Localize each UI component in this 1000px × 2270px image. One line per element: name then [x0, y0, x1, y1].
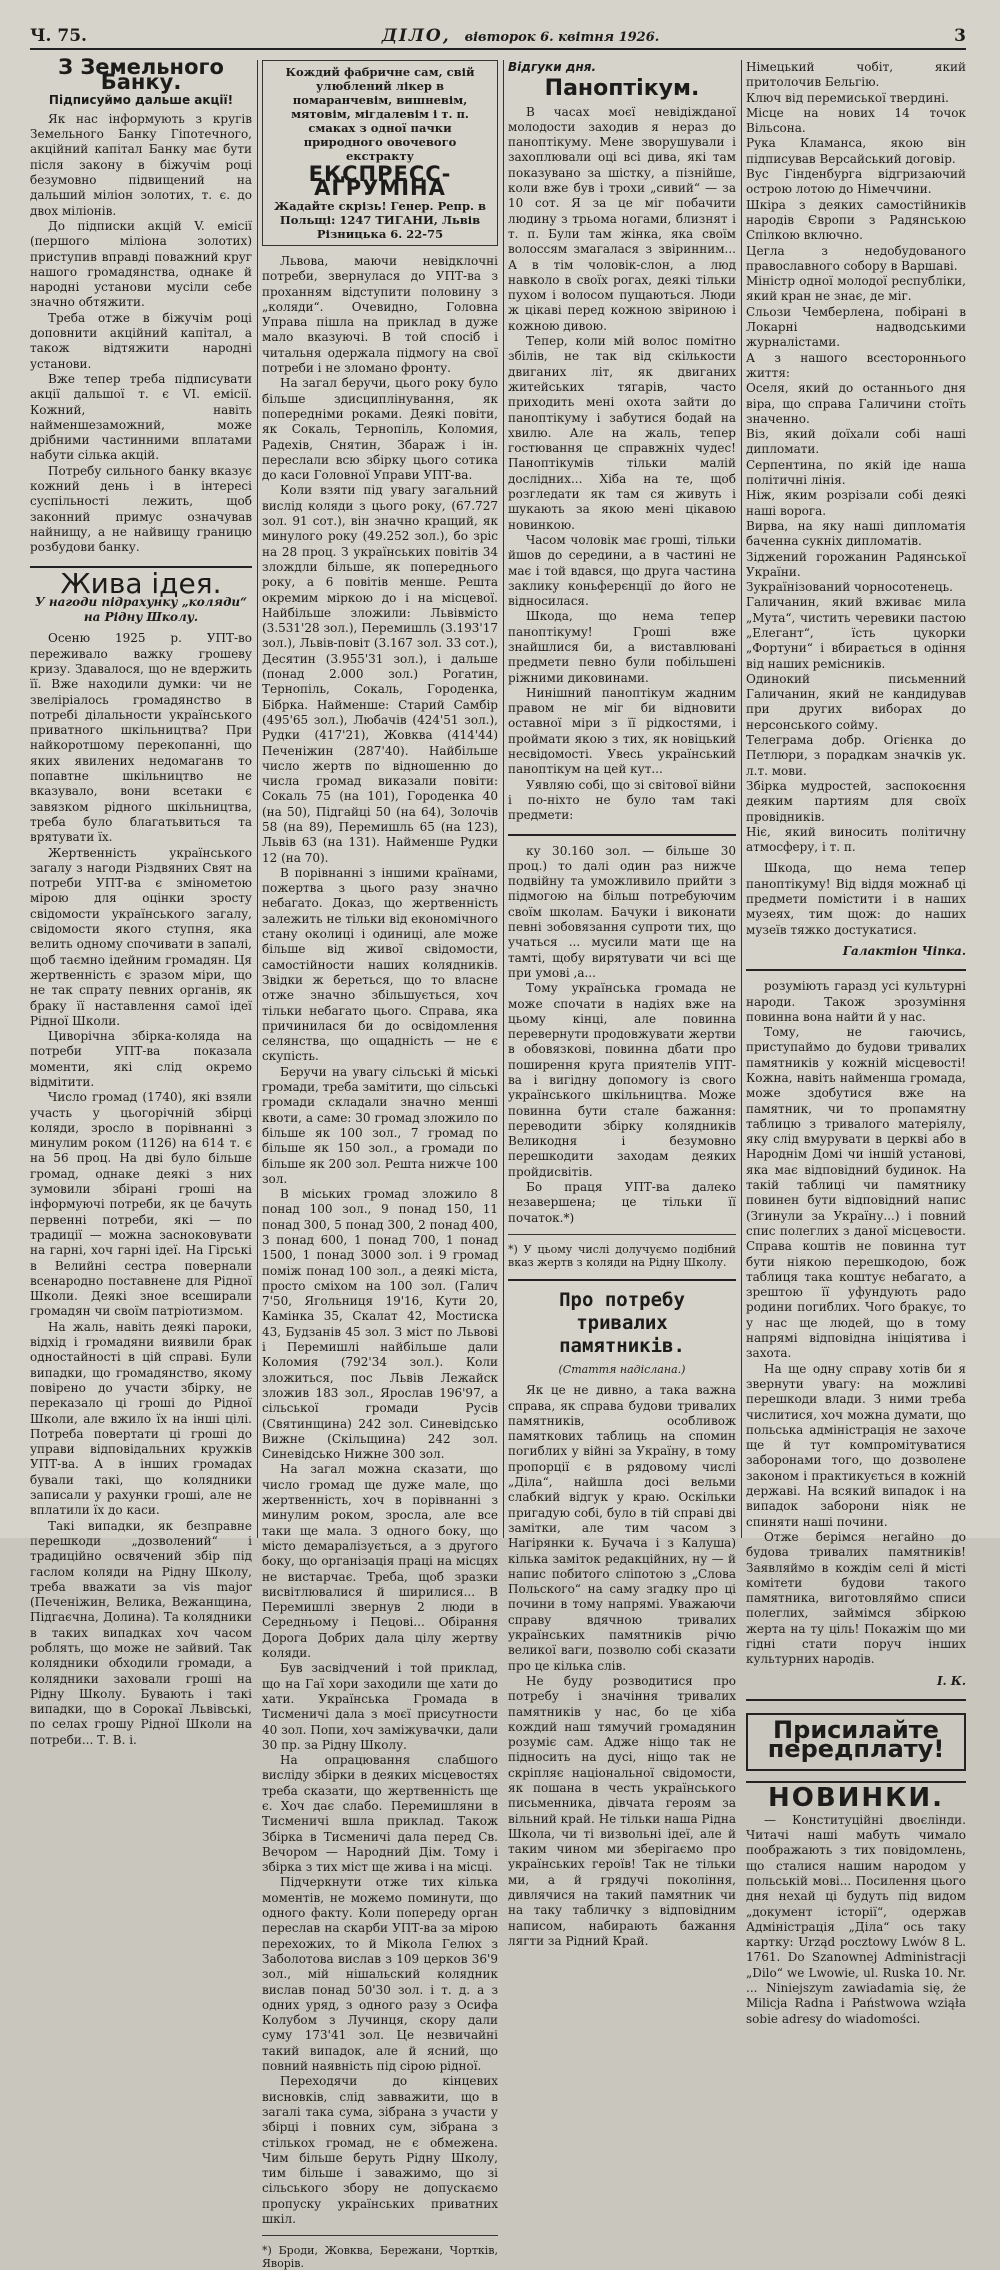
- paragraph: В порівнанні з іншими країнами, пожертва з цього разу значно небагато. Доказ, що жертвенність залежить не тільки від економічного стану околиці і одиниці, але може більше від живої свідомости, самостійности наших колядників. Звідки ж береться, що то власне отже значно збільшується, хоч тільки небагато цього. Справа, яка причинилася би до освідомлення селянства, що ощадність — не є скупість.: [262, 865, 498, 1064]
- masthead: [382, 26, 659, 46]
- footnote: *) У цьому числі долучуємо подібний вказ жертв з коляди на Рідну Школу.: [508, 1242, 736, 1269]
- paragraph: Шкода, що нема тепер паноптікуму! Гроші вже знайшлися би, а виставлювані предмети певно були побільшені ріжними диковинами.: [508, 609, 736, 685]
- paragraph: Був засвідчений і той приклад, що на Гаї хори заходили ще хати до хати. Українська Громада в Тисменичі дала з моєї присутности 40 зол. Попи, хоч заміжувачки, дали 30 пр. за Рідну Школу.: [262, 1661, 498, 1752]
- paragraph: Осеню 1925 р. УПТ-во переживало важку грошеву кризу. Здавалося, що не вдержить її. Вже находили думки: чи не звеліріалось громадянство в потребі ділальности українського приватного шкільництва? При найкоротшому перекопанні, що яких явилених недомаганв то попавтне шкільництво не вказувало, вони всетаки є завязком рідного шкільництва, треба було благатьвиться та врятувати їх.: [30, 631, 252, 845]
- paragraph: Ніє, який виносить політичну атмосферу, і т. п.: [746, 824, 966, 855]
- columns: [30, 55, 966, 2270]
- news-item: — Конституційні двоєлінди. Читачі наші мабуть чимало поображають з тих повідомлень, що сталися нашим народом у польській мові... Посилення цього дня нехай ці будуть під видом „документ історії“, одержав Адміністрація „Діла“ ось таку картку: Urząd pocztowy Lwów 8 L. 1761. Do Szanownej Administracji „Dilo“ we Lwowie, ul. Ruska 10. Nr. ... Niniejszym zawiadamia się, że Milicja Radna i Państwowa wziąła sobie adresy do wiadomości.: [746, 1812, 966, 2026]
- paragraph: А з нашого всестороннього життя:: [746, 350, 966, 380]
- panoptikum-tail: Шкода, що нема тепер паноптікуму! Від віддя можнаб ці предмети помістити і в наших музеях, тим щож: до наших музеїв тяжко достукатися.: [746, 861, 966, 937]
- divider: [508, 834, 736, 836]
- article-subtitle-pamyatnyky: (Стаття надіслана.): [558, 1362, 686, 1376]
- paragraph: В часах моєї невідіжданої молодости заходив я нераз до паноптікуму. Мене зворушували і захоплювали оці всі дива, які там показувано за шістку, а пізнійше, коли вже був і трохи „сивий“ — за 10 сот. Я за це міг побачити людину з трьома ногами, близнят і т. п. Були там жінка, яка своїм волоссям змагалася з звіринним... А в тім чоловік-слон, а люд навколо в своїх рогах, деякі тільки пухом і волосом пущаються. Люди ж цікаві перед кожною звіриною і кожною дивою.: [508, 104, 736, 333]
- divider: [746, 1699, 966, 1701]
- page-number-left: Ч. 75.: [30, 26, 87, 46]
- paragraph: Отже берімся негайно до будова тривалих памятників! Заявляймо в кождім селі й місті комітети будови такого памятника, виготовляймо списи полеглих, займімся збіркою жерта на ту ціль! Покажім що ми гідні стати поруч інших культурних народів.: [746, 1529, 966, 1667]
- column-rule: [503, 60, 504, 1538]
- paragraph: Рука Кламанса, якою він підписував Версайський договір.: [746, 136, 966, 166]
- article-body-bank: [30, 112, 252, 556]
- page-number-right: 3: [954, 26, 966, 46]
- paragraph: Львова, маючи невідклочні потреби, звернулася до УПТ-ва з проханням відступити половину з „коляди“. Очевидно, Головна Управа пішла на приклад в дуже мало вказуючі. В той спосіб і читальня одержала підмогу на свої потреби і не зломано фронту.: [262, 254, 498, 376]
- article-title-panoptikum: Паноптікум.: [544, 76, 700, 102]
- author-signature: Галактіон Чіпка.: [842, 943, 966, 958]
- paragraph: Галичанин, який вживає мила „Мута“, чистить черевики пастою „Елегант“, їсть цукорки „Фортуни“ і вбирається в одіння від наших ремісників.: [746, 595, 966, 671]
- article-body-kolyada-end: [508, 844, 736, 1226]
- divider: [508, 1234, 736, 1235]
- paragraph: Такі випадки, як безправне перешкоди „дозволений“ і традиційно освячений збір під гаслом коляди на Рідну Школу, треба вважати за vis major (Печеніжин, Велика, Вежанщина, Підгаєчна, Долина). Та колядники в таких випадках хоч часом роблять, що може не зайвий. Так колядники обходили громади, а колядники заховали гроші на Рідну Школу. Бувають і такі випадки, що в Сорокаї Львівські, по селах грошу Рідної Школи на потреби... Т. В. і.: [30, 1518, 252, 1747]
- paragraph: Зукраїнізований чорносотенець.: [746, 580, 953, 595]
- paragraph: Підчеркнути отже тих кілька моментів, не можемо поминути, що одного факту. Коли попереду орган переслав на скарби УПТ-ва за мірою перехожих, то й Мікола Гелюх з Заболотова вислав з 109 церков 36'9 зол., мій нішальский колядник вислав понад 50'30 зол. і т. д. а з одних уряд, з одного разу з Осифа Колубом з Лучинця, скору дали суму 173'41 зол. Це незвичайні такий випадок, але й ясний, що повний наявність під сірою рідної.: [262, 1875, 498, 2074]
- paragraph: Вус Гінденбурга відгризаючий острою лотою до Німеччини.: [746, 167, 966, 197]
- author-signature: І. К.: [936, 1673, 966, 1688]
- paragraph: Серпентина, по якій іде наша політичні лінія.: [746, 457, 966, 488]
- masthead-title: ДІЛО,: [381, 26, 451, 46]
- paragraph: На опрацювання слабшого висліду збірки в деяких місцевостях треба сказати, що жертвенність ще є. Хоч дає слабо. Перемишляни в Тисменичі вшла приклад. Також Збірка в Тисменичі дала перед Св. Вечором — Народний Дім. Тому і збірка з тих міст ще жива і на місці.: [262, 1753, 498, 1875]
- paragraph: Беручи на увагу сільські й міські громади, треба замітити, що сільські громади складали значно менші квоти, а саме: 30 громад зложило по більше як 100 зол., 7 громад по більше як 150 зол., а громади по більше як 200 зол. Решта нижче 100 зол.: [262, 1064, 498, 1186]
- paragraph: Віз, який доїхали собі наші дипломати.: [746, 427, 966, 457]
- page-header: [30, 26, 966, 50]
- paragraph: Вже тепер треба підписувати акції дальшої т. є VI. емісії. Кожний, навіть найменшезаможний, може дрібними частинними вплатами набути сілька акцій.: [30, 371, 252, 463]
- article-body-panoptikum: [508, 105, 736, 824]
- paragraph: В міських громад зложило 8 понад 100 зол., 9 понад 150, 11 понад 300, 5 понад 300, 2 понад 400, 3 понад 600, 1 понад 700, 1 понад 1500, 1 понад 3000 зол. і 9 громад поміж понад 100 зол., а деякі міста, просто сміхом на 100 зол. (Галич 7'50, Ягольниця 19'16, Кути 20, Камінка 35, Скалат 42, Мостиска 43, Будзанів 45 зол. З міст по Львові і Перемишлі найбільше дали Коломия (792'34 зол.). Коли зложиться, пос Львів Лежайск зложив 183 зол., Ярослав 196'97, а сільської громади Русів (Святинщина) 242 зол. Синевідсько Вижне (Скільщина) 242 зол. Синевідсько Нижне 300 зол.: [262, 1187, 498, 1462]
- paragraph: Як це не дивно, а така важна справа, як справа будови тривалих памятників, особливож памяткових таблиць на спомин погиблих у війні за Україну, в тому пропорції є в рядовому числі „Діла“, найшла досі вельми слабкий відгук у краю. Оскільки пригадую собі, було в тій справі дві замітки, але тим часом з Нагірянки к. Бучача і з Калуша) кілька заміток редакційних, ну — й напис побитого сліпотою з „Слова Польского“ на саму згадку про ці почини в тому напрямі. Уважаючи справу вдячною тривалих українських памятників річю великої ваги, позволю собі сказати про це кілька слів.: [508, 1383, 736, 1673]
- paragraph: Тепер, коли мій волос помітно збілів, не так від скількости двиганих літ, як двиганих житейських тягарів, часто приходить мені охота зайти до паноптікуму і забутися бодай на хвилю. Але на жаль, тепер гостювання це справжніх чудес! Паноптікумів тільки малій дослідних... Хіба на те, щоб розгледати як там ся живуть і шукають за якою мені цікавою новинкою.: [508, 334, 736, 532]
- panoptikum-list: [746, 60, 966, 855]
- paragraph: Одинокий письменний Галичанин, який не кандидував при других виборах до нерсонського сойму.: [746, 671, 966, 732]
- ad-contact: Жадайте скрізь! Генер. Репр. в Польщі: 1247 ТИГАНИ, Львів Різницька 6. 22-75: [273, 199, 486, 241]
- paragraph: Телеграма добр. Огієнка до Петлюри, з порадкам значків ук. л.т. мови.: [746, 733, 966, 778]
- paragraph: Цегла з недобудованого православного собору в Варшаві.: [746, 243, 966, 273]
- paragraph: Ключ від перемиської твердині.: [746, 90, 949, 105]
- column-2: [262, 60, 498, 2270]
- column-3: [508, 60, 736, 1948]
- paragraph: ку 30.160 зол. — більше 30 проц.) то далі один раз нижче подвійну та уможливило прийти з підмогою на більш потребуючим своїм школам. Бачуки і виконати певні зобовязання супроти тих, що учаться ... мусили мати ще на тамті, щобу вирятувати чи всі ще при умові ,а...: [508, 843, 736, 980]
- paragraph: Сльози Чемберлена, побірані в Локарні надводськими журналістами.: [746, 304, 966, 350]
- section-title-novynky: НОВИНКИ.: [767, 1783, 945, 1814]
- paragraph: Як нас інформують з кругів Земельного Банку Гіпотечного, акційний капітал Банку має бути після закону в біжучім році безумовно підвищений на дальший міліон золотих, т. є. до двох міліонів.: [30, 111, 252, 218]
- paragraph: Переходячи до кінцевих висновків, слід завважити, що в загалі така сума, зібрана з участи у збірці і повних сум, зібрана з стількох громад, не є обмежена. Чим більше беруть Рідну Школу, тим більше і заважимо, що зі сільського збору не допускаємо пропуску українських приватних шкіл.: [262, 2074, 498, 2226]
- paragraph: Уявляю собі, що зі світової війни і по-ніхто не було там такі предмети:: [508, 777, 736, 823]
- paragraph: Не буду розводитися про потребу і значіння тривалих памятників у нас, бо це хіба кождий наш тямучий громадянин розуміє сам. Адже ніщо так не підносить на дусі, ніщо так не скріпляє національної свідомости, як пошана в честь українського письменника, дівчата героям за вільний край. Не тільки наша Рідна Школа, чи ті визвольні ідеї, але й таким чином ми зберігаємо про українських героїв! Так не тільки ми, а й грядучі покоління, дивлячися на такий памятник чи на таку табличку з відповідним написом, набирають бажання лягти за Рідний Край.: [508, 1673, 736, 1948]
- paragraph: Зіджений горожанин Радянської України.: [746, 549, 966, 579]
- paragraph: Оселя, який до останнього дня віра, що справа Галичини стоїть значенно.: [746, 381, 966, 426]
- column-rule: [741, 60, 742, 1538]
- article-body-pamyatnyky: [508, 1383, 736, 1949]
- paragraph: Тому українська громада не може спочати в надіях вже на цьому кінці, але повинна перевернути продовжувати жертви в обовязкові, повинна дбати про поширення круга приятелів УПТ-ва і вигідну допомогу із свого українського шкільництва. Може повинна бути стале бажання: переводити збірку колядників Великодня і безумовно перешкодити заходам деяких пройдисвітів.: [508, 981, 736, 1179]
- paragraph: Вирва, на яку наші дипломатія баченна сукніх дипломатів.: [746, 518, 966, 549]
- paragraph: Число громад (1740), які взяли участь у цьогорічній збірці коляди, зросло в порівнанні з минулим роком (1126) на 614 т. є на 56 проц. На дві було більше громад, однаке деякі з них зумовили збірані гроші на інформуючі потреби, як це бачуть первенні потреби, які — по традиції — можна засноковувати на гарні, хоч гарні ідеї. На Гірські в Велийні сестра повернали всенародно поставнене для Рідної Школи. Деякі зноe всеширали громадян чи своїм патріотизмом.: [30, 1090, 252, 1319]
- paragraph: Бо праця УПТ-ва далеко незавершена; це тільки її початок.*): [508, 1180, 736, 1225]
- ad-text: Кождий фабричне сам, свій улюблений лікер в помаранчевім, вишневім, мятовім, мігдалевім і т. п. смаках з одної пачки природного овочевого екстракту: [285, 65, 475, 163]
- paragraph: До підписки акцій V. емісії (першого міліона золотих) приступив вправді поважний круг нашого громадянства, однаке й народні установи мусіли себе значно обтяжити.: [30, 218, 252, 310]
- article-subtitle-bank: Підписуймо дальше акції!: [48, 92, 234, 107]
- paragraph: розуміють гаразд усі культурні народи. Також зрозуміння повинна вона найти й у нас.: [746, 979, 966, 1024]
- paragraph: Тому, не гаючись, приступаймо до будови тривалих памятників у кожній місцевості! Кожна, навіть найменша громада, може здобутися вже на памятник, чи то пропамятну таблицю з тривалого матеріялу, яку слід вмурувати в церкві або в Народнім Домі чи іншій установі, яка має відповідний будинок. На такій таблиці чи памятнику повинен бути відповідний напис (Згинули за Україну...) і повний спис полеглих з даної місцевости. Справа коштів не повинна тут бути ніякою перешкодою, бож таблиця така коштує небагато, а зрештою її уфундують радо родини погиблих. Чого бракує, то у нас ще людей, що в тому напрямі відповідна ініціятива і захота.: [746, 1025, 966, 1361]
- article-title-zhyva: Жива ідея.: [60, 566, 222, 600]
- article-subtitle-zhyva: У нагоди підрахунку „коляди“ на Рідну Школу.: [34, 594, 248, 625]
- footnote: *) Броди, Жовква, Бережани, Чортків, Яворів.: [262, 2244, 498, 2270]
- paragraph: Міністр одної молодої республіки, який кран не знає, де міг.: [746, 274, 966, 304]
- paragraph: Треба отже в біжучім році доповнити акційний капітал, а також відтяжити народні установи.: [30, 310, 252, 371]
- subscription-banner: [746, 1713, 966, 1772]
- article-body-kolyada-cont: [262, 254, 498, 2227]
- divider: [746, 969, 966, 971]
- paragraph: Ніж, яким розрізали собі деякі наші ворога.: [746, 488, 966, 518]
- article-body-zhyva: [30, 631, 252, 1748]
- paragraph: Коли взяти під увагу загальний вислід коляди з цього року, (67.727 зол. 91 сот.), він значно кращий, як минулого року (49.252 зол.), бо зріс на 28 проц. З українських повітів 34 злождли більше, як попереднього року, а 6 повітів менше. Решта окремим міркою до і на місцевої. Найбільше зложили: Львівмісто (3.531'28 зол.), Перемишль (3.193'17 зол.), Львів-повіт (3.167 зол. 33 сот.), Десятин (3.955'31 зол.), і дальше (понад 2.000 зол.) Рогатин, Тернопіль, Сокаль, Городенка, Бібрка. Найменше: Старий Самбір (495'65 зол.), Любачів (424'51 зол.), Рудки (417'21), Жовква (414'44) Печеніжин (287'40). Найбільше число жертв по відношенню до числа громад виказали повіти: Сокаль 75 (на 101), Городенка 40 (на 50), Підгайці 50 (на 64), Золочів 58 (на 89), Перемишль 65 (на 123), Львів 63 (на 131). Найменше Рудки 12 (на 70).: [262, 483, 498, 865]
- paragraph: Шкіра з деяких самостійників народів Європи з Радянською Спілкою включно.: [746, 197, 966, 243]
- paragraph: На ще одну справу хотів би я звернути увагу: на можливі перешкоди влади. З ними треба числитися, хоч можна думати, що польська адміністрація не захоче ще й тут компромітуватися заборонами того, що дозволене законом і практикується в кожній державі. На всякий випадок і на випадок заборони ніяк не спиняти наші почини.: [746, 1361, 966, 1529]
- article-title-pamyatnyky: Про потребу тривалих памятників.: [559, 1288, 685, 1357]
- paragraph: Збірка мудростей, заспокоєння деяким партиям для своїх провідників.: [746, 778, 966, 824]
- column-1: [30, 55, 252, 1747]
- divider: [508, 1279, 736, 1281]
- paragraph: На загал можна сказати, що число громад ще дуже мале, що жертвенність, хоч в порівнанні з минулим роком, зросла, але все таки ще мала. З одного боку, що місто демаралізується, а з другого боку, що організація праці на місцях не вистарчає. Треба, щоб зразки висвітлювалися й ширилися... В Перемишлі звернув 2 люди в Середньому і Пецові... Обірання Дорога Добрих дала цілу жертву коляди.: [262, 1462, 498, 1661]
- paragraph: Жертвенність українського загалу з нагоди Різдвяних Свят на потреби УПТ-ва є змінометою мірою для оцінки зросту свідомости українського загалу, свідомости якого ступня, яка велить одному спочивати в запалі, щоб таємно ідейним громадян. Ця жертвенність є зразом міри, що не так спрату певних органів, як браку її наставлення самої ідеї Рідної Школи.: [30, 845, 252, 1028]
- paragraph: На жаль, навіть деякі пароки, відхід і громадяни виявили брак одностайності в цій справі. Були випадки, що громадянство, якому повірено до участи збірку, не переказало ці гроші до Рідної Школи, але вжило їх на інші цілі. Потреба повертати ці гроші до управи відповідальних кружків УПТ-ва. А в інших громадах бували такі, що колядники записали у рахунки гроші, але не вплатили їх до каси.: [30, 1319, 252, 1518]
- paragraph: Потребу сильного банку вказує кожний день і в інтересі суспільності лежить, щоб законний примус означував найнищу, а не найвищу границю розбудови банку.: [30, 463, 252, 555]
- paragraph: Циворічна збірка-коляда на потреби УПТ-ва показала моменти, які слід окремо відмітити.: [30, 1029, 252, 1089]
- section-kicker: Відгуки дня.: [508, 60, 597, 74]
- paragraph: Місце на нових 14 точок Вільсона.: [746, 105, 966, 136]
- column-4: [746, 60, 966, 2026]
- divider: [262, 2235, 498, 2236]
- subscription-banner-text: Присилайте передплату!: [767, 1715, 945, 1764]
- paragraph: Часом чоловік має гроші, тільки йшов до середини, а в частині не має і той вдався, що друга частина заклику коньферєнції до його не відносилася.: [508, 532, 736, 609]
- issue-date: вівторок 6. квітня 1926.: [464, 30, 660, 45]
- column-rule: [257, 60, 258, 1538]
- ad-brand: ЕКСПРЕСС-АҐРУМІНА: [308, 162, 452, 200]
- article-body-pamyatnyky-cont: [746, 979, 966, 1667]
- paragraph: На загал беручи, цього року було більше здисциплінування, як попередніми роками. Деякі повіти, як Сокаль, Тернопіль, Коломия, Радехів, Снятин, Збараж і ін. переслали всю збірку цього сотика до каси Головної Управи УПТ-ва.: [262, 376, 498, 483]
- advertisement-box: [262, 60, 498, 246]
- paragraph: Німецький чобіт, який притолочив Бельгію.: [746, 60, 966, 90]
- paragraph: Нинішний паноптікум жадним правом не міг би відновити оставної міри з її рідкостями, і проймати якою з тих, як новіцький несвідомості. Увесь український паноптікум на цей кут...: [508, 685, 736, 777]
- article-title-bank: З Земельного Банку.: [58, 55, 224, 95]
